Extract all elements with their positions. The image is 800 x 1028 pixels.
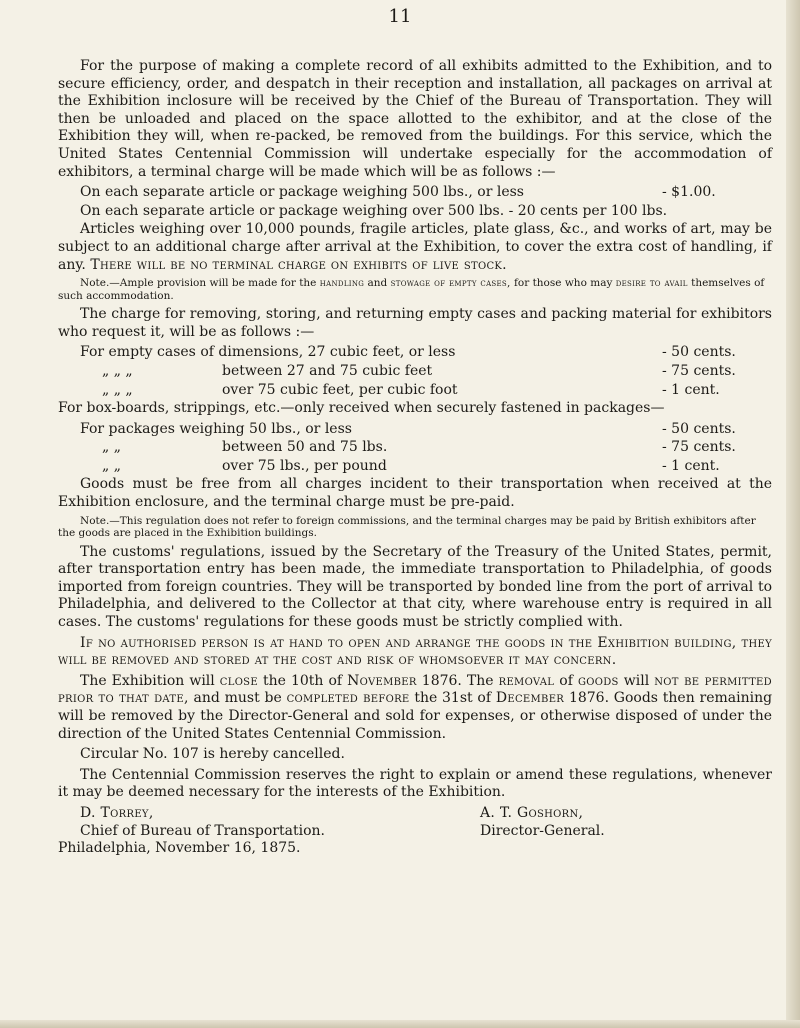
signatory-name: A. T. Goshorn, bbox=[480, 804, 584, 821]
note-caps: stowage of empty cases, bbox=[390, 277, 511, 290]
closing-caps: completed before bbox=[286, 690, 410, 707]
signature-left bbox=[80, 805, 480, 823]
closing-text: 1876. The bbox=[421, 672, 494, 689]
closing-caps: December bbox=[495, 690, 565, 707]
closing-dates-paragraph bbox=[58, 673, 772, 743]
ditto-marks: „ „ „ bbox=[102, 362, 133, 379]
closing-caps: removal bbox=[498, 672, 555, 689]
rate-text: 50 lbs., or less bbox=[249, 420, 352, 437]
rate-text: 27 cubic feet, or less bbox=[307, 344, 456, 361]
rate-text: over 75 lbs., per pound bbox=[222, 457, 387, 474]
empty-case-rate-row bbox=[58, 344, 772, 362]
rate-amount: - 1 cent. bbox=[662, 457, 720, 474]
ditto-marks: „ „ bbox=[102, 457, 121, 474]
signature-block bbox=[58, 805, 772, 823]
closing-text: The Exhibition will bbox=[80, 672, 215, 689]
rate-text: On each separate article or package weighing 500 lbs., or less bbox=[80, 184, 524, 201]
empty-cases-rate-list bbox=[58, 344, 772, 399]
note-caps: handling bbox=[319, 277, 365, 290]
ditto-marks: „ „ „ bbox=[102, 381, 133, 398]
rate-text: between 50 and 75 lbs. bbox=[222, 439, 388, 456]
closing-text: the 31st of bbox=[414, 690, 492, 707]
closing-caps: November bbox=[347, 672, 417, 689]
intro-paragraph: For the purpose of making a complete record of all exhibits admitted to the Exhibition, and to secure efficiency, order, and despatch in their reception and installation, all packages on arrival at the Exhibition inclosure will be received by the Chief of the Bureau of Transportation. They will then be unloaded and placed on the space allotted to the exhibitor, and at the close of the Exhibition they will, when re-packed, be removed from the buildings. For this service, which the United States Centennial Commission will undertake especially for the accommodation of exhibitors, a terminal charge will be made which will be as follows :— bbox=[58, 58, 772, 180]
closing-text: of bbox=[559, 672, 573, 689]
fragile-paragraph bbox=[58, 221, 772, 274]
box-boards-rate-list bbox=[58, 421, 772, 476]
rate-amount: - 50 cents. bbox=[662, 344, 736, 361]
signatory-title: Director-General. bbox=[480, 822, 605, 839]
page-edge-bottom bbox=[0, 1020, 800, 1028]
closing-caps: goods bbox=[577, 672, 619, 689]
goods-free-paragraph: Goods must be free from all charges incident to their transportation when received at the Exhibition enclosure, and the terminal charge must be pre-paid. bbox=[58, 476, 772, 511]
note-text: Note.—Ample provision will be made for the bbox=[80, 277, 317, 290]
note-empty-cases bbox=[58, 277, 772, 302]
note-text: and bbox=[367, 277, 388, 290]
rate-amount: - 75 cents. bbox=[662, 439, 736, 456]
note-text: themselves of such accommodation. bbox=[58, 277, 765, 302]
rate-amount: - 1 cent. bbox=[662, 381, 720, 398]
signatory-name: D. Torrey, bbox=[80, 804, 154, 821]
closing-text: 1876. Goods then remaining will be removed by the Director-General and sold for expenses, or otherwise disposed of under the direction of the United States Centennial Commission. bbox=[58, 690, 773, 742]
fragile-text: Articles weighing over 10,000 pounds, fragile articles, plate glass, &c., and works of art, may be subject to an additional charge after arrival at the Exhibition, to cover the extra cost of handling, if any. bbox=[58, 221, 772, 273]
rate-amount: - 75 cents. bbox=[662, 362, 736, 379]
closing-text: will bbox=[623, 672, 650, 689]
rate-row-large bbox=[58, 203, 772, 221]
rate-row-small bbox=[58, 184, 772, 202]
closing-text: the 10th of bbox=[262, 672, 343, 689]
closing-caps: not be permitted prior to that date, bbox=[58, 672, 772, 707]
box-board-rate-row bbox=[58, 421, 772, 439]
page-number: 11 bbox=[388, 6, 412, 27]
signatory-title: Chief of Bureau of Transportation. bbox=[80, 822, 325, 839]
rate-amount: - 50 cents. bbox=[662, 420, 736, 437]
reserve-paragraph: The Centennial Commission reserves the right to explain or amend these regulations, whenever it may be deemed necessary for the interests of the Exhibition. bbox=[58, 766, 772, 801]
rate-text: over 75 cubic feet, per cubic foot bbox=[222, 381, 458, 398]
closing-text: and must be bbox=[193, 690, 282, 707]
live-stock-notice: There will be no terminal charge on exhibits of live stock. bbox=[90, 256, 507, 273]
rate-prefix: For packages weighing bbox=[80, 420, 245, 437]
place-date: Philadelphia, November 16, 1875. bbox=[58, 840, 301, 857]
rate-text: On each separate article or package weighing over 500 lbs. - 20 cents per 100 lbs. bbox=[80, 202, 668, 219]
circular-cancelled: Circular No. 107 is hereby cancelled. bbox=[80, 746, 345, 763]
signature-titles bbox=[58, 823, 772, 841]
rate-prefix: For empty cases of dimensions, bbox=[80, 344, 304, 361]
note-caps: desire to avail bbox=[615, 277, 688, 290]
customs-paragraph: The customs' regulations, issued by the Secretary of the Treasury of the United States, permit, after transportation entry has been made, the immediate transportation to Philadelphia, of goods imported from foreign countries. They will be transported by bonded line from the port of arrival to Philadelphia, and delivered to the Collector at that city, where warehouse entry is required in all cases. The customs' regulations for these goods must be strictly complied with. bbox=[58, 543, 772, 631]
box-board-rate-row bbox=[58, 458, 772, 476]
rate-amount: - $1.00. bbox=[662, 184, 716, 201]
ditto-marks: „ „ bbox=[102, 439, 121, 456]
signature-right bbox=[480, 805, 583, 823]
note-text: for those who may bbox=[514, 277, 613, 290]
page-edge-right bbox=[786, 0, 800, 1028]
box-boards-intro: For box-boards, strippings, etc.—only received when securely fastened in packages— bbox=[58, 400, 665, 417]
closing-caps: close bbox=[219, 672, 258, 689]
empty-cases-intro: The charge for removing, storing, and returning empty cases and packing material for exhibitors who request it, will be as follows :— bbox=[58, 306, 772, 340]
note-british-exhibitors: Note.—This regulation does not refer to foreign commissions, and the terminal charges may be paid by British exhibitors after the goods are placed in the Exhibition buildings. bbox=[58, 514, 756, 540]
document-body bbox=[58, 58, 772, 858]
box-board-rate-row bbox=[58, 439, 772, 457]
empty-case-rate-row bbox=[58, 363, 772, 381]
empty-case-rate-row bbox=[58, 382, 772, 400]
unauthorised-paragraph: If no authorised person is at hand to open and arrange the goods in the Exhibition building, they will be removed and stored at the cost and risk of whomsoever it may concern. bbox=[58, 634, 772, 669]
rate-text: between 27 and 75 cubic feet bbox=[222, 362, 433, 379]
